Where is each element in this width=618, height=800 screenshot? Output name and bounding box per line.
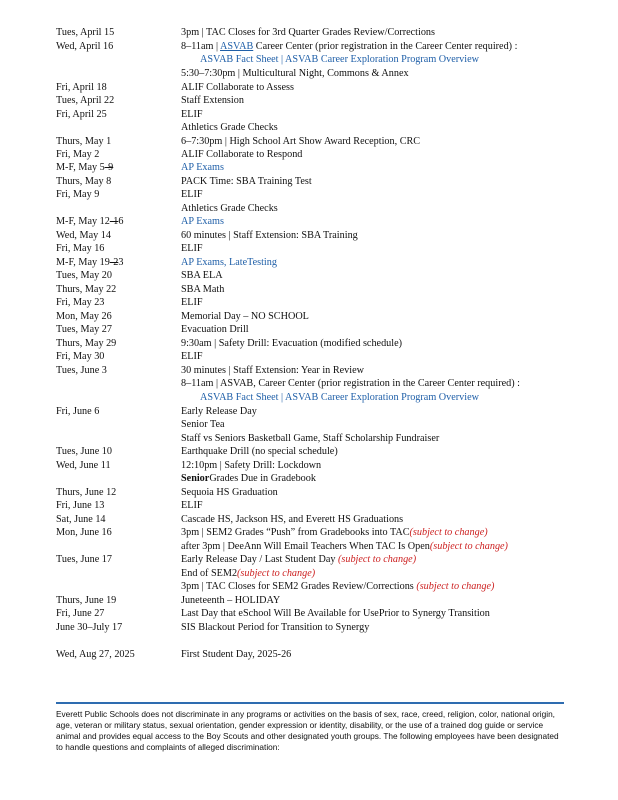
event-time: 8–11am | xyxy=(181,41,221,52)
event-text: Early Release Day / Last Student Day xyxy=(181,554,339,565)
event-description: SBA Math xyxy=(181,284,225,295)
event-subrow xyxy=(0,391,618,405)
event-row xyxy=(0,108,618,122)
event-date: Thurs, May 22 xyxy=(56,284,117,295)
event-row xyxy=(0,607,618,621)
event-description: ELIF xyxy=(181,109,203,120)
event-date xyxy=(56,215,123,229)
event-date: Tues, April 15 xyxy=(56,27,115,38)
date-struck: -2 xyxy=(109,257,119,268)
event-row xyxy=(0,540,618,554)
event-description: ELIF xyxy=(181,500,203,511)
subject-to-change-note: (subject to change) xyxy=(416,581,495,592)
event-row xyxy=(0,202,618,216)
event-description: Staff vs Seniors Basketball Game, Staff Scholarship Fundraiser xyxy=(181,433,440,444)
event-row xyxy=(0,94,618,108)
subject-to-change-note: (subject to change) xyxy=(237,568,316,579)
event-description: Athletics Grade Checks xyxy=(181,203,278,214)
event-row xyxy=(0,459,618,473)
event-row xyxy=(0,121,618,135)
event-date: Fri, June 13 xyxy=(56,500,105,511)
date-struck: -9 xyxy=(104,162,114,173)
event-text: after 3pm | DeeAnn Will Email Teachers When TAC Is Open xyxy=(181,541,430,552)
event-description: ELIF xyxy=(181,351,203,362)
event-row xyxy=(0,40,618,54)
event-date: Wed, Aug 27, 2025 xyxy=(56,649,135,660)
event-description: PACK Time: SBA Training Test xyxy=(181,176,312,187)
event-description: 8–11am | ASVAB, Career Center (prior registration in the Career Center required) : xyxy=(181,378,520,389)
ap-exams-link[interactable]: AP Exams xyxy=(181,162,224,173)
event-description: ALIF Collaborate to Assess xyxy=(181,82,294,93)
event-date: Tues, May 27 xyxy=(56,324,112,335)
event-row xyxy=(0,486,618,500)
event-description xyxy=(181,580,494,594)
event-date: Tues, June 17 xyxy=(56,554,112,565)
asvab-resources-links[interactable]: ASVAB Fact Sheet | ASVAB Career Exploration Program Overview xyxy=(200,54,479,65)
event-description: Last Day that eSchool Will Be Available for UsePrior to Synergy Transition xyxy=(181,608,490,619)
footer-divider xyxy=(56,702,564,704)
event-description xyxy=(181,526,488,540)
event-row xyxy=(0,364,618,378)
event-date: Fri, April 25 xyxy=(56,109,107,120)
event-row xyxy=(0,621,618,635)
event-row xyxy=(0,648,618,662)
event-date: Fri, May 16 xyxy=(56,243,105,254)
event-description xyxy=(181,540,508,554)
event-description: Athletics Grade Checks xyxy=(181,122,278,133)
emphasis-text: Senior xyxy=(181,473,210,484)
date-text: 6 xyxy=(118,216,124,227)
event-date: Wed, May 14 xyxy=(56,230,111,241)
date-struck: -1 xyxy=(109,216,119,227)
event-row xyxy=(0,472,618,486)
event-date: Wed, June 11 xyxy=(56,460,111,471)
event-date: Thurs, June 12 xyxy=(56,487,117,498)
event-date: Tues, June 3 xyxy=(56,365,107,376)
event-row xyxy=(0,283,618,297)
event-row xyxy=(0,310,618,324)
event-description xyxy=(181,40,517,54)
event-description: Cascade HS, Jackson HS, and Everett HS Graduations xyxy=(181,514,404,525)
event-text: Grades Due in Gradebook xyxy=(209,473,316,484)
event-description: ALIF Collaborate to Respond xyxy=(181,149,303,160)
event-row xyxy=(0,242,618,256)
event-text: 3pm | SEM2 Grades “Push” from Gradebooks into TAC xyxy=(181,527,410,538)
event-subrow xyxy=(0,53,618,67)
event-row xyxy=(0,594,618,608)
event-description: SBA ELA xyxy=(181,270,223,281)
event-description xyxy=(181,472,316,486)
event-description: 3pm | TAC Closes for 3rd Quarter Grades Review/Corrections xyxy=(181,27,435,38)
ap-exams-link[interactable]: AP Exams xyxy=(181,216,224,227)
event-row xyxy=(0,26,618,40)
event-date: Mon, May 26 xyxy=(56,311,112,322)
event-date: Mon, June 16 xyxy=(56,527,112,538)
event-description: Evacuation Drill xyxy=(181,324,249,335)
event-date xyxy=(56,161,113,175)
event-row xyxy=(0,405,618,419)
event-row xyxy=(0,175,618,189)
date-text: M-F, May 5 xyxy=(56,162,105,173)
event-row xyxy=(0,229,618,243)
event-description xyxy=(181,567,315,581)
subject-to-change-note: (subject to change) xyxy=(338,554,417,565)
event-text: Career Center (prior registration in the Career Center required) : xyxy=(253,41,518,52)
event-row xyxy=(0,526,618,540)
event-row xyxy=(0,148,618,162)
event-row xyxy=(0,323,618,337)
event-date: Fri, May 9 xyxy=(56,189,100,200)
event-row xyxy=(0,215,618,229)
event-row xyxy=(0,580,618,594)
event-date: Thurs, June 19 xyxy=(56,595,117,606)
event-description: Sequoia HS Graduation xyxy=(181,487,278,498)
event-description: 5:30–7:30pm | Multicultural Night, Commons & Annex xyxy=(181,68,409,79)
event-date: Tues, April 22 xyxy=(56,95,115,106)
event-date: Fri, June 6 xyxy=(56,406,100,417)
event-date: Fri, May 23 xyxy=(56,297,105,308)
event-text: End of SEM2 xyxy=(181,568,238,579)
event-row xyxy=(0,377,618,391)
event-row xyxy=(0,161,618,175)
event-row xyxy=(0,269,618,283)
event-date: Thurs, May 29 xyxy=(56,338,117,349)
event-date: Fri, June 27 xyxy=(56,608,105,619)
date-text: M-F, May 12 xyxy=(56,216,110,227)
event-description: Senior Tea xyxy=(181,419,225,430)
event-date: Thurs, May 1 xyxy=(56,136,112,147)
asvab-resources-links[interactable]: ASVAB Fact Sheet | ASVAB Career Exploration Program Overview xyxy=(200,392,479,403)
event-description: 12:10pm | Safety Drill: Lockdown xyxy=(181,460,322,471)
event-row xyxy=(0,513,618,527)
event-date: Fri, April 18 xyxy=(56,82,107,93)
event-description: ELIF xyxy=(181,189,203,200)
event-row xyxy=(0,81,618,95)
event-description: SIS Blackout Period for Transition to Synergy xyxy=(181,622,370,633)
event-date: Sat, June 14 xyxy=(56,514,106,525)
ap-exams-late-testing-link[interactable]: AP Exams, LateTesting xyxy=(181,257,277,268)
event-row xyxy=(0,350,618,364)
event-text: 3pm | TAC Closes for SEM2 Grades Review/Corrections xyxy=(181,581,417,592)
event-description: Staff Extension xyxy=(181,95,244,106)
date-text: M-F, May 19 xyxy=(56,257,110,268)
event-description: 30 minutes | Staff Extension: Year in Review xyxy=(181,365,364,376)
event-row xyxy=(0,296,618,310)
subject-to-change-note: (subject to change) xyxy=(429,541,508,552)
event-description: 6–7:30pm | High School Art Show Award Reception, CRC xyxy=(181,136,421,147)
event-date: Tues, May 20 xyxy=(56,270,112,281)
event-date: Fri, May 30 xyxy=(56,351,105,362)
event-row xyxy=(0,337,618,351)
event-row xyxy=(0,135,618,149)
event-date: Thurs, May 8 xyxy=(56,176,112,187)
event-row xyxy=(0,567,618,581)
event-row xyxy=(0,499,618,513)
event-row xyxy=(0,553,618,567)
asvab-link[interactable]: ASVAB xyxy=(220,41,254,52)
event-row xyxy=(0,67,618,81)
event-description: Juneteenth – HOLIDAY xyxy=(181,595,281,606)
event-description: First Student Day, 2025-26 xyxy=(181,649,292,660)
event-description: ELIF xyxy=(181,243,203,254)
event-date xyxy=(56,256,123,270)
event-description xyxy=(181,553,416,567)
event-description: Memorial Day – NO SCHOOL xyxy=(181,311,309,322)
event-row xyxy=(0,188,618,202)
event-date: Wed, April 16 xyxy=(56,41,114,52)
event-row xyxy=(0,432,618,446)
event-description: 60 minutes | Staff Extension: SBA Training xyxy=(181,230,358,241)
event-date: Tues, June 10 xyxy=(56,446,112,457)
event-row xyxy=(0,445,618,459)
event-description: ELIF xyxy=(181,297,203,308)
event-row xyxy=(0,418,618,432)
subject-to-change-note: (subject to change) xyxy=(409,527,488,538)
event-description: 9:30am | Safety Drill: Evacuation (modified schedule) xyxy=(181,338,403,349)
event-date: June 30–July 17 xyxy=(56,622,123,633)
date-text: 3 xyxy=(118,257,124,268)
nondiscrimination-statement: Everett Public Schools does not discriminate in any programs or activities on the basis of sex, race, creed, religion, color, national origin, age, veteran or military status, sexual orientation, gender expression or identity, disability, or the use of a trained dog guide or service animal and provides equal access to the Boy Scouts and other designated youth groups. The following employees have been designated to handle questions and complaints of alleged discrimination: xyxy=(56,709,559,752)
event-description: Early Release Day xyxy=(181,406,257,417)
event-date: Fri, May 2 xyxy=(56,149,100,160)
event-description: Earthquake Drill (no special schedule) xyxy=(181,446,338,457)
event-row xyxy=(0,256,618,270)
